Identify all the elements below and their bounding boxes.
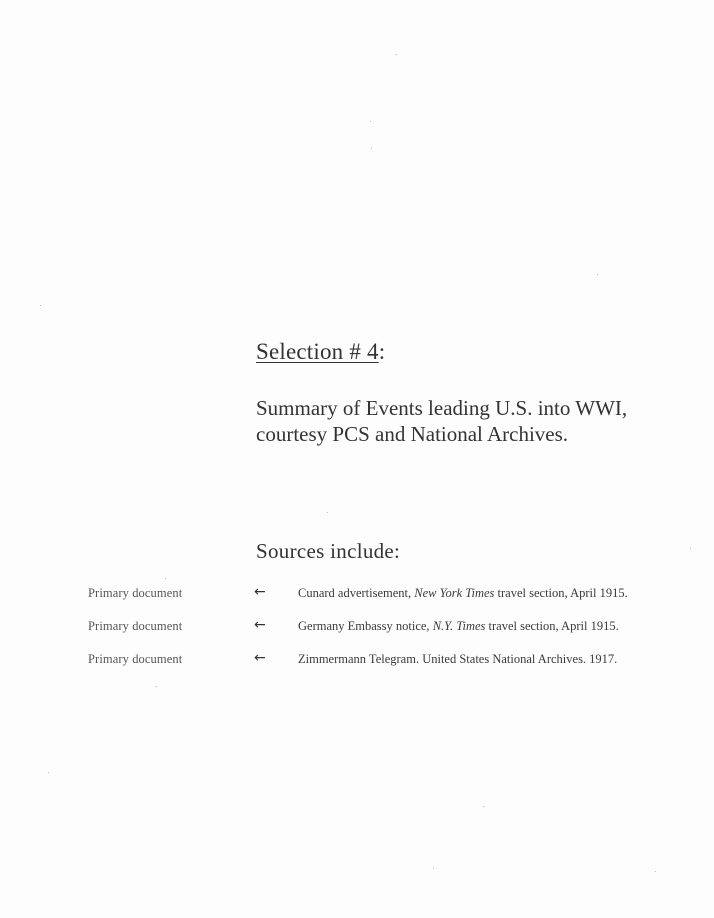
scan-speck xyxy=(433,868,434,869)
left-arrow-icon: ← xyxy=(254,617,266,633)
sources-heading: Sources include: xyxy=(256,539,401,563)
source-desc-text: Germany Embassy notice, xyxy=(298,619,433,633)
source-description xyxy=(298,652,617,667)
scan-speck xyxy=(690,548,691,549)
scan-speck xyxy=(597,274,598,275)
scan-speck xyxy=(48,772,49,773)
source-type-label: Primary document xyxy=(88,652,183,666)
scan-speck xyxy=(655,871,656,872)
scan-speck xyxy=(165,578,166,579)
scan-speck xyxy=(40,305,41,306)
scan-speck xyxy=(371,148,372,149)
source-row-2 xyxy=(0,619,714,639)
source-publication: N.Y. Times xyxy=(432,619,486,633)
source-description xyxy=(298,586,628,601)
summary-line-1: Summary of Events leading U.S. into WWI, xyxy=(256,396,628,420)
source-description xyxy=(298,619,619,634)
source-row-1 xyxy=(0,586,714,606)
source-publication: New York Times xyxy=(414,586,495,600)
source-row-3 xyxy=(0,652,714,672)
source-desc-detail: travel section, April 1915. xyxy=(494,586,628,600)
scan-speck xyxy=(483,806,484,807)
source-desc-text: Zimmermann Telegram. United States National Archives. 1917. xyxy=(298,652,618,666)
scan-speck xyxy=(396,54,397,55)
summary-line-2: courtesy PCS and National Archives. xyxy=(256,422,569,446)
left-arrow-icon: ← xyxy=(254,584,266,600)
source-type-label: Primary document xyxy=(88,619,183,633)
selection-title xyxy=(256,339,385,365)
scan-speck xyxy=(370,121,371,122)
selection-title-colon: : xyxy=(378,339,386,364)
source-desc-text: Cunard advertisement, xyxy=(298,586,415,600)
source-desc-detail: travel section, April 1915. xyxy=(485,619,619,633)
scan-speck xyxy=(156,686,157,687)
scan-speck xyxy=(327,512,328,513)
source-type-label: Primary document xyxy=(88,586,183,600)
left-arrow-icon: ← xyxy=(254,650,266,666)
selection-summary xyxy=(256,395,696,447)
selection-title-text: Selection # 4 xyxy=(256,339,379,364)
